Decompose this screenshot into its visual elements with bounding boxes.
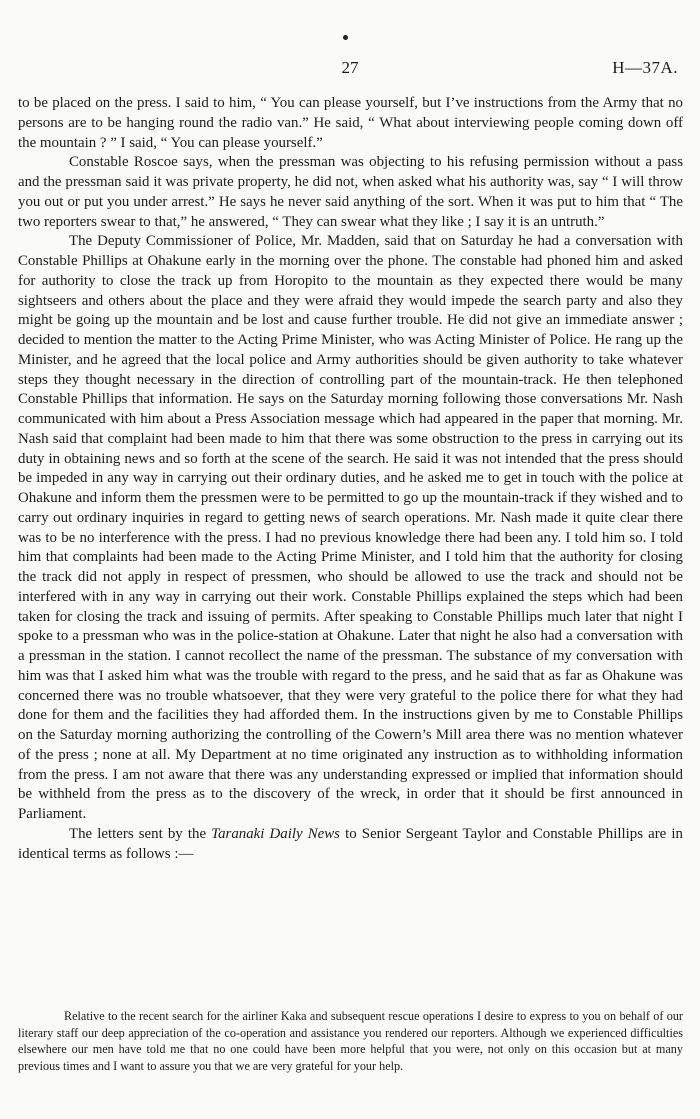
page-mark-dot: [343, 35, 348, 40]
paragraph-4: [18, 825, 683, 865]
page-number: 27: [341, 58, 359, 77]
paragraph-4-tail: to Senior Sergeant Taylor and Constable Phillips are in identical terms as follows :—: [18, 825, 683, 862]
paragraph-2: Constable Roscoe says, when the pressman was objecting to his refusing permission without a pass and the pressman said it was private property, he did not, when asked what his authority was, say “ I will throw you out or put you under arrest.” He says he never said anything of the sort. When it was put to him that “ The two reporters swear to that,” he answered, “ They can swear what they like ; I say it is an untruth.”: [18, 154, 683, 230]
paragraph-1: to be placed on the press. I said to him, “ You can please yourself, but I’ve instructions from the Army that no persons are to be hanging round the radio van.” He said, “ What about interviewing people coming down off the mountain ? ” I said, “ You can please yourself.”: [18, 95, 683, 151]
newspaper-name: Taranaki Daily News: [211, 825, 340, 842]
quoted-letter: Relative to the recent search for the airliner Kaka and subsequent rescue operations I desire to express to you on behalf of our literary staff our deep appreciation of the co-operation and assistance you rendered our reporters. Although we experienced difficulties elsewhere our men have told me that no one could have been more helpful that you were, not only on this occasion but at many previous times and I want to assure you that we are very grateful for your help.: [18, 1009, 683, 1073]
document-code: H—37A.: [612, 58, 678, 77]
paragraph-3: The Deputy Commissioner of Police, Mr. Madden, said that on Saturday he had a conversation with Constable Phillips at Ohakune early in the morning over the phone. The constable had phoned him and asked for authority to close the track up from Horopito to the mountain as they expected there would be many sightseers and others about the place and they were afraid they would impede the search party and also they might be going up the mountain and be lost and cause further trouble. He did not give an immediate answer ; decided to mention the matter to the Acting Prime Minister, who was Acting Minister of Police. He rang up the Minister, and he agreed that the local police and Army authorities should be given authority to take whatever steps they thought necessary in the direction of controlling part of the mountain-track. He then telephoned Constable Phillips that information. He says on the Saturday morning following those conversations Mr. Nash communicated with him about a Press Association message which had appeared in the paper that morning. Mr. Nash said that complaint had been made to him that there was some obstruction to the press in carrying out its duty in obtaining news and so forth at the scene of the search. He said it was not intended that the press should be impeded in any way in carrying out their ordinary duties, and he asked me to get in touch with the police at Ohakune and inform them the pressmen were to be permitted to go up the mountain-track if they wished and to carry out ordinary inquiries in regard to getting news of search operations. Mr. Nash made it quite clear there was to be no interference with the press. I had no previous knowledge there had been any. I told him so. I told him that complaints had been made to the Acting Prime Minister, and I told him that the authority for closing the track did not apply in respect of pressmen, who should be allowed to use the track and should not be interfered with in any way in carrying out their work. Constable Phillips explained the steps which had been taken for closing the track and issuing of permits. After speaking to Constable Phillips much later that night I spoke to a pressman who was in the police-station at Ohakune. Later that night he also had a conversation with a pressman in the station. I cannot recollect the name of the pressman. The substance of my conversation with him was that I asked him what was the trouble with regard to the press, and he said that as far as Ohakune was concerned there was no trouble whatsoever, that they were very grateful to the police there for what they had done for them and the facilities they had afforded them. In the instructions given by me to Constable Phillips on the Saturday morning authorizing the controlling of the Cowern’s Mill area there was no mention whatever of the press ; none at all. My Department at no time originated any instruction as to withholding information from the press. I am not aware that there was any understanding expressed or implied that information should be withheld from the press as to the discovery of the wreck, in order that it should be first announced in Parliament.: [18, 233, 683, 822]
body-text: [18, 94, 683, 864]
paragraph-4-lead: The letters sent by the: [69, 825, 212, 842]
